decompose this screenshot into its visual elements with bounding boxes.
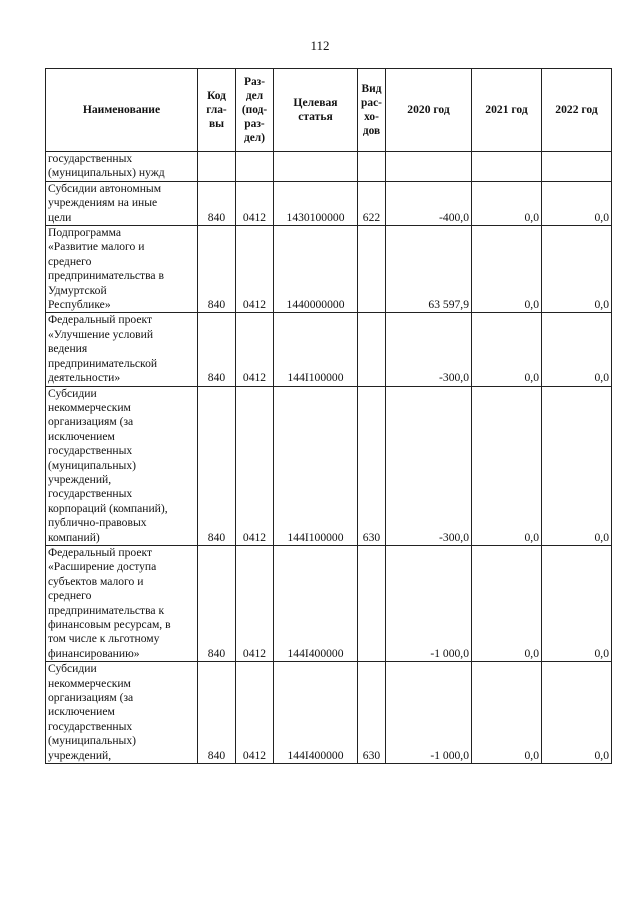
row-section <box>236 152 274 182</box>
row-2022: 0,0 <box>542 662 612 764</box>
table-row <box>46 313 612 386</box>
row-code: 840 <box>198 181 236 225</box>
table-row <box>46 152 612 182</box>
row-name: государственных (муниципальных) нужд <box>46 152 198 182</box>
table-row <box>46 181 612 225</box>
row-target: 1440000000 <box>274 226 358 313</box>
row-target: 144I400000 <box>274 662 358 764</box>
table-row <box>46 662 612 764</box>
row-code: 840 <box>198 313 236 386</box>
row-section: 0412 <box>236 545 274 661</box>
row-2021: 0,0 <box>472 662 542 764</box>
row-name: Субсидии некоммерческим организациям (за исключением государственных (муниципальных) учреждений, государственных корпораций (компаний), публично-правовых компаний) <box>46 386 198 545</box>
row-2022: 0,0 <box>542 181 612 225</box>
row-2020: -400,0 <box>386 181 472 225</box>
row-section: 0412 <box>236 662 274 764</box>
row-2022: 0,0 <box>542 226 612 313</box>
table-header-row <box>46 69 612 152</box>
row-code: 840 <box>198 545 236 661</box>
row-2020: -1 000,0 <box>386 545 472 661</box>
row-name: Подпрограмма «Развитие малого и среднего предпринимательства в Удмуртской Республике» <box>46 226 198 313</box>
row-2021 <box>472 152 542 182</box>
row-name: Субсидии некоммерческим организациям (за исключением государственных (муниципальных) учреждений, <box>46 662 198 764</box>
row-2021: 0,0 <box>472 313 542 386</box>
header-2021: 2021 год <box>472 69 542 152</box>
row-type: 622 <box>358 181 386 225</box>
row-section: 0412 <box>236 226 274 313</box>
row-2020: -300,0 <box>386 386 472 545</box>
table-row <box>46 226 612 313</box>
row-2022 <box>542 152 612 182</box>
row-section: 0412 <box>236 181 274 225</box>
row-2020: -1 000,0 <box>386 662 472 764</box>
row-target: 144I100000 <box>274 313 358 386</box>
header-target: Целевая статья <box>274 69 358 152</box>
row-type <box>358 226 386 313</box>
table-row <box>46 386 612 545</box>
row-type: 630 <box>358 386 386 545</box>
row-type <box>358 545 386 661</box>
row-2021: 0,0 <box>472 386 542 545</box>
header-type: Вид рас- хо- дов <box>358 69 386 152</box>
header-code: Код гла- вы <box>198 69 236 152</box>
row-type <box>358 152 386 182</box>
row-2020: -300,0 <box>386 313 472 386</box>
row-name: Субсидии автономным учреждениям на иные цели <box>46 181 198 225</box>
row-section: 0412 <box>236 386 274 545</box>
row-2022: 0,0 <box>542 313 612 386</box>
header-2020: 2020 год <box>386 69 472 152</box>
budget-table <box>45 68 612 764</box>
row-type <box>358 313 386 386</box>
row-name: Федеральный проект «Расширение доступа субъектов малого и среднего предпринимательства к финансовым ресурсам, в том числе к льготному финансированию» <box>46 545 198 661</box>
row-code: 840 <box>198 226 236 313</box>
row-2021: 0,0 <box>472 545 542 661</box>
row-2022: 0,0 <box>542 386 612 545</box>
row-code: 840 <box>198 662 236 764</box>
row-name: Федеральный проект «Улучшение условий ведения предпринимательской деятельности» <box>46 313 198 386</box>
row-code: 840 <box>198 386 236 545</box>
header-section: Раз- дел (под- раз- дел) <box>236 69 274 152</box>
table-row <box>46 545 612 661</box>
table-body <box>46 152 612 764</box>
page-number: 112 <box>310 38 330 53</box>
row-target <box>274 152 358 182</box>
row-code <box>198 152 236 182</box>
header-2022: 2022 год <box>542 69 612 152</box>
row-2021: 0,0 <box>472 226 542 313</box>
row-2020 <box>386 152 472 182</box>
row-section: 0412 <box>236 313 274 386</box>
row-2022: 0,0 <box>542 545 612 661</box>
row-type: 630 <box>358 662 386 764</box>
row-2020: 63 597,9 <box>386 226 472 313</box>
row-target: 1430100000 <box>274 181 358 225</box>
header-name: Наименование <box>46 69 198 152</box>
row-target: 144I100000 <box>274 386 358 545</box>
row-target: 144I400000 <box>274 545 358 661</box>
row-2021: 0,0 <box>472 181 542 225</box>
